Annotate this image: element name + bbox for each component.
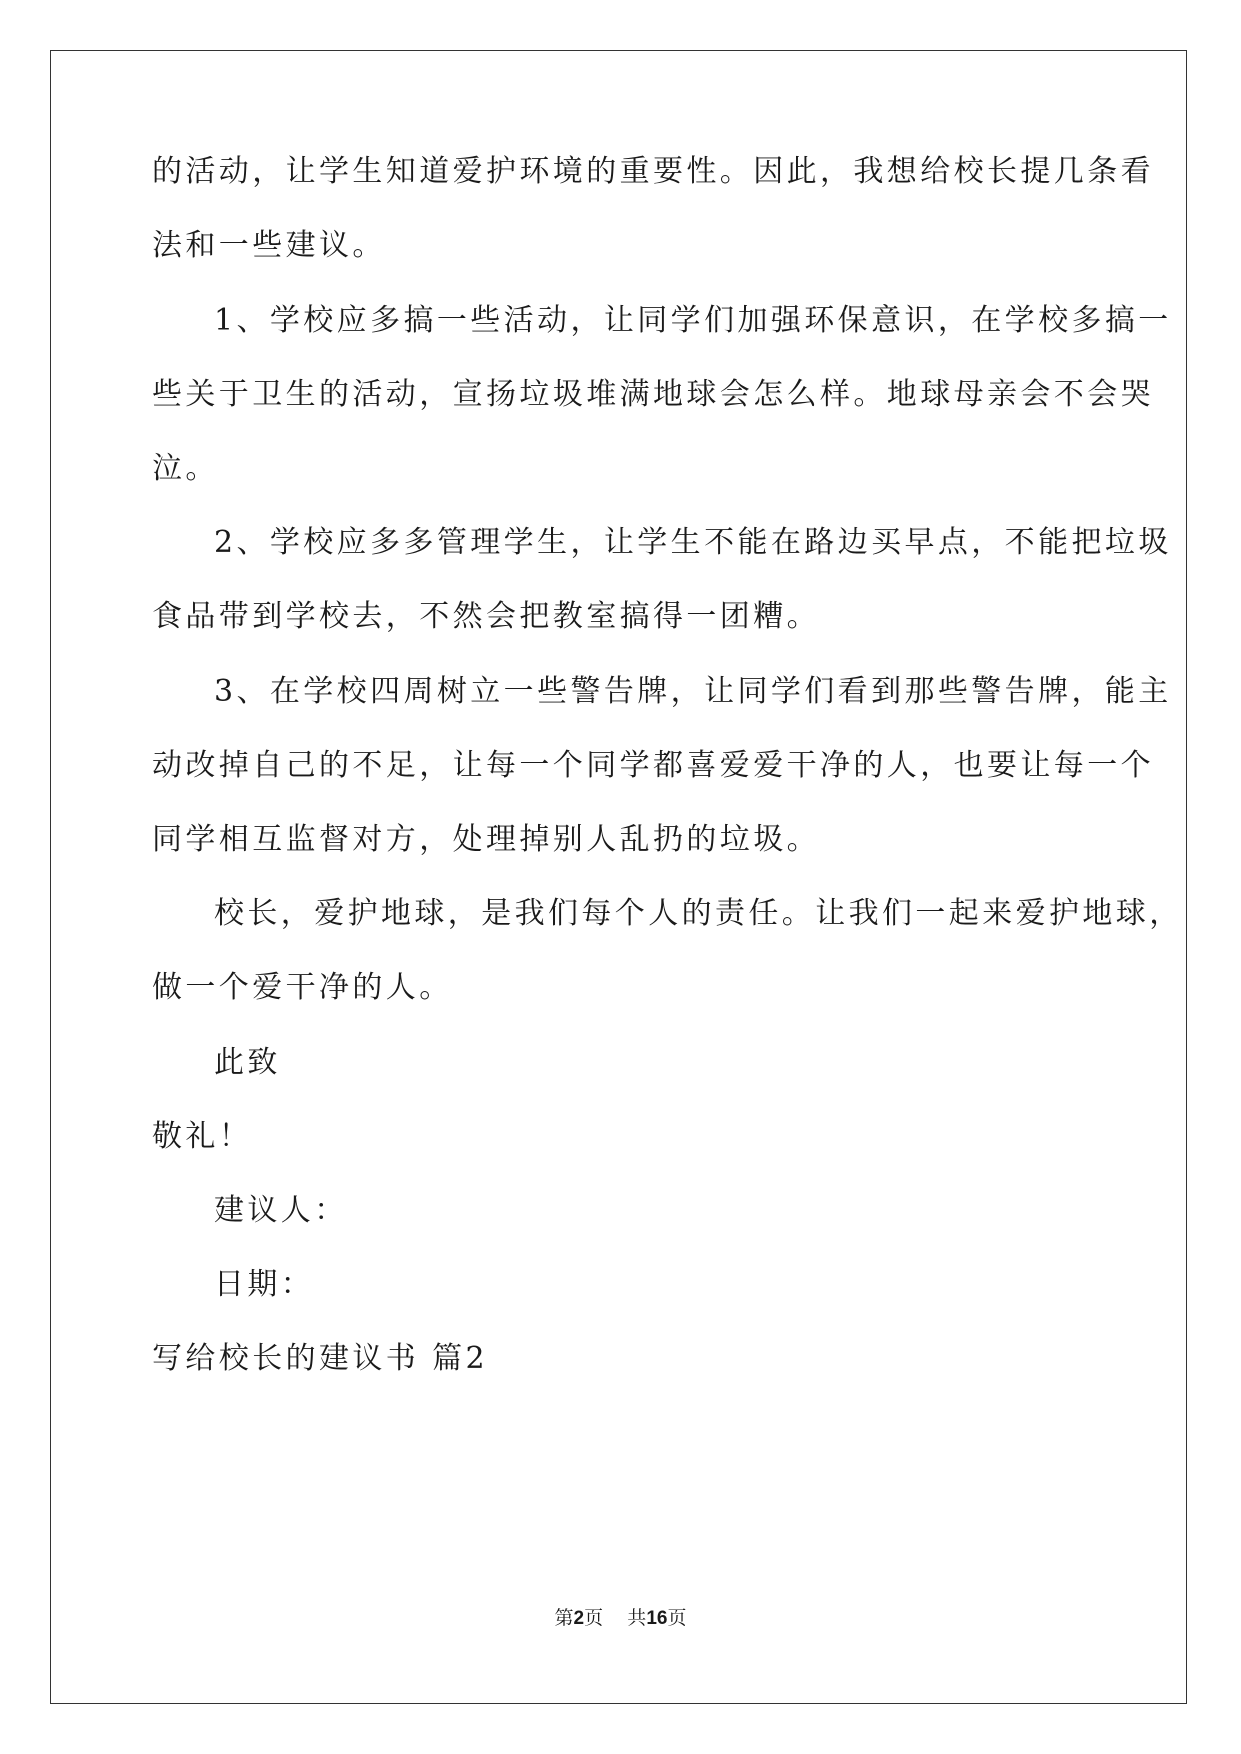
total-pages: 16 <box>646 1608 668 1629</box>
paragraph-line: 食品带到学校去，不然会把教室搞得一团糟。 <box>152 599 820 634</box>
paragraph-line: 1、学校应多搞一些活动，让同学们加强环保意识，在学校多搞一 <box>214 303 1172 338</box>
paragraph-line: 3、在学校四周树立一些警告牌，让同学们看到那些警告牌，能主 <box>214 674 1172 709</box>
paragraph-line: 动改掉自己的不足，让每一个同学都喜爱爱干净的人，也要让每一个 <box>152 748 1154 783</box>
paragraph-line: 做一个爱干净的人。 <box>152 970 453 1005</box>
paragraph-line: 校长，爱护地球，是我们每个人的责任。让我们一起来爱护地球， <box>214 896 1183 931</box>
page-border <box>50 50 1187 1704</box>
signature-label: 建议人： <box>214 1193 348 1228</box>
paragraph-line: 2、学校应多多管理学生，让学生不能在路边买早点，不能把垃圾 <box>214 525 1172 560</box>
page-label-prefix: 第 <box>554 1607 574 1629</box>
date-label: 日期： <box>214 1267 315 1302</box>
page-number: 2 <box>573 1608 585 1629</box>
paragraph-line: 同学相互监督对方，处理掉别人乱扔的垃圾。 <box>152 822 820 857</box>
page-label-suffix: 页 <box>584 1607 604 1629</box>
paragraph-line: 泣。 <box>152 451 219 486</box>
closing-regards: 敬礼！ <box>152 1119 253 1154</box>
section-heading: 写给校长的建议书 篇2 <box>152 1341 489 1376</box>
total-label-prefix: 共 <box>627 1607 647 1629</box>
total-label-suffix: 页 <box>667 1607 687 1629</box>
closing-salutation: 此致 <box>214 1045 281 1080</box>
paragraph-line: 法和一些建议。 <box>152 228 386 263</box>
paragraph-line: 的活动，让学生知道爱护环境的重要性。因此，我想给校长提几条看 <box>152 154 1154 189</box>
paragraph-line: 些关于卫生的活动，宣扬垃圾堆满地球会怎么样。地球母亲会不会哭 <box>152 377 1154 412</box>
page-footer <box>0 1606 1241 1631</box>
